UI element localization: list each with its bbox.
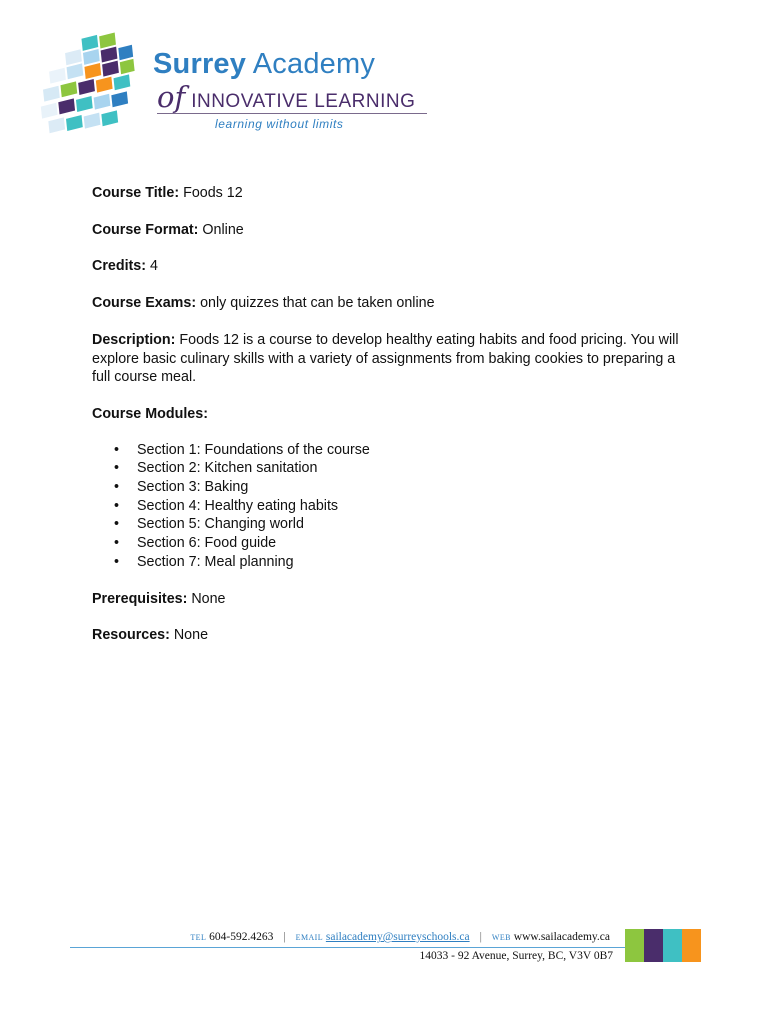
list-item <box>92 534 682 553</box>
course-resources-label: Resources: <box>92 627 170 644</box>
module-label: Section 2: Kitchen sanitation <box>137 460 318 477</box>
color-block-green <box>625 929 644 962</box>
course-credits-label: Credits: <box>92 258 147 275</box>
bullet-icon: • <box>114 460 120 477</box>
list-item <box>92 441 682 460</box>
list-item <box>92 553 682 572</box>
course-description <box>92 331 682 387</box>
course-exams <box>92 294 682 313</box>
web-label: WEB <box>491 933 511 942</box>
tagline: learning without limits <box>215 117 344 131</box>
brand-of: of <box>157 80 186 114</box>
logo-divider <box>157 113 427 114</box>
list-item <box>92 459 682 478</box>
module-label: Section 7: Meal planning <box>137 553 294 570</box>
list-item <box>92 478 682 497</box>
bullet-icon: • <box>114 535 120 552</box>
module-label: Section 4: Healthy eating habits <box>137 497 339 514</box>
course-exams-label: Course Exams: <box>92 295 197 312</box>
tel-label: TEL <box>190 933 207 942</box>
web-value: www.sailacademy.ca <box>513 931 610 943</box>
bullet-icon: • <box>114 441 120 458</box>
footer-divider <box>70 947 626 948</box>
course-modules-list <box>92 441 682 572</box>
color-block-purple <box>644 929 663 962</box>
course-title-label: Course Title: <box>92 185 180 201</box>
brand-sub: INNOVATIVE LEARNING <box>191 91 416 112</box>
course-description-label: Description: <box>92 331 176 348</box>
brand-subtitle <box>157 80 415 114</box>
bullet-icon: • <box>114 553 120 570</box>
course-credits <box>92 257 682 276</box>
footer-contact <box>190 931 610 943</box>
course-resources-value: None <box>169 627 209 644</box>
bullet-icon: • <box>114 516 120 533</box>
course-title-value: Foods 12 <box>179 185 243 201</box>
footer-separator: | <box>283 931 286 943</box>
course-format-label: Course Format: <box>92 221 199 238</box>
course-exams-value: only quizzes that can be taken online <box>196 295 435 312</box>
color-block-teal <box>663 929 682 962</box>
course-modules-title: Course Modules: <box>92 405 208 422</box>
module-label: Section 1: Foundations of the course <box>137 441 370 458</box>
email-label: EMAIL <box>295 933 323 942</box>
bullet-icon: • <box>114 497 120 514</box>
module-label: Section 6: Food guide <box>137 535 277 552</box>
module-label: Section 5: Changing world <box>137 516 304 533</box>
list-item <box>92 497 682 516</box>
course-prerequisites <box>92 590 682 609</box>
course-resources <box>92 626 682 645</box>
email-link[interactable]: sailacademy@surreyschools.ca <box>325 931 470 943</box>
course-prerequisites-label: Prerequisites: <box>92 590 188 607</box>
course-outline <box>92 184 682 663</box>
footer-separator: | <box>479 931 482 943</box>
list-item <box>92 515 682 534</box>
course-title <box>92 184 682 203</box>
color-block-orange <box>682 929 701 962</box>
brand-name <box>153 48 375 81</box>
footer-color-blocks <box>625 929 701 962</box>
course-prerequisites-value: None <box>187 590 226 607</box>
footer-address: 14033 - 92 Avenue, Surrey, BC, V3V 0B7 <box>419 950 613 962</box>
course-credits-value: 4 <box>146 258 158 275</box>
module-label: Section 3: Baking <box>137 479 249 496</box>
academy-logo-icon <box>30 22 150 142</box>
brand-name-bold: Surrey <box>153 48 247 80</box>
course-description-value: Foods 12 is a course to develop healthy eating habits and food pricing. You will explore basic culinary skills with a variety of assignments from baking cookies to preparing a full course meal. <box>92 331 679 386</box>
tel-value: 604-592.4263 <box>209 931 274 943</box>
brand-name-rest: Academy <box>246 48 376 80</box>
course-format-value: Online <box>198 221 244 238</box>
course-format <box>92 221 682 240</box>
bullet-icon: • <box>114 479 120 496</box>
